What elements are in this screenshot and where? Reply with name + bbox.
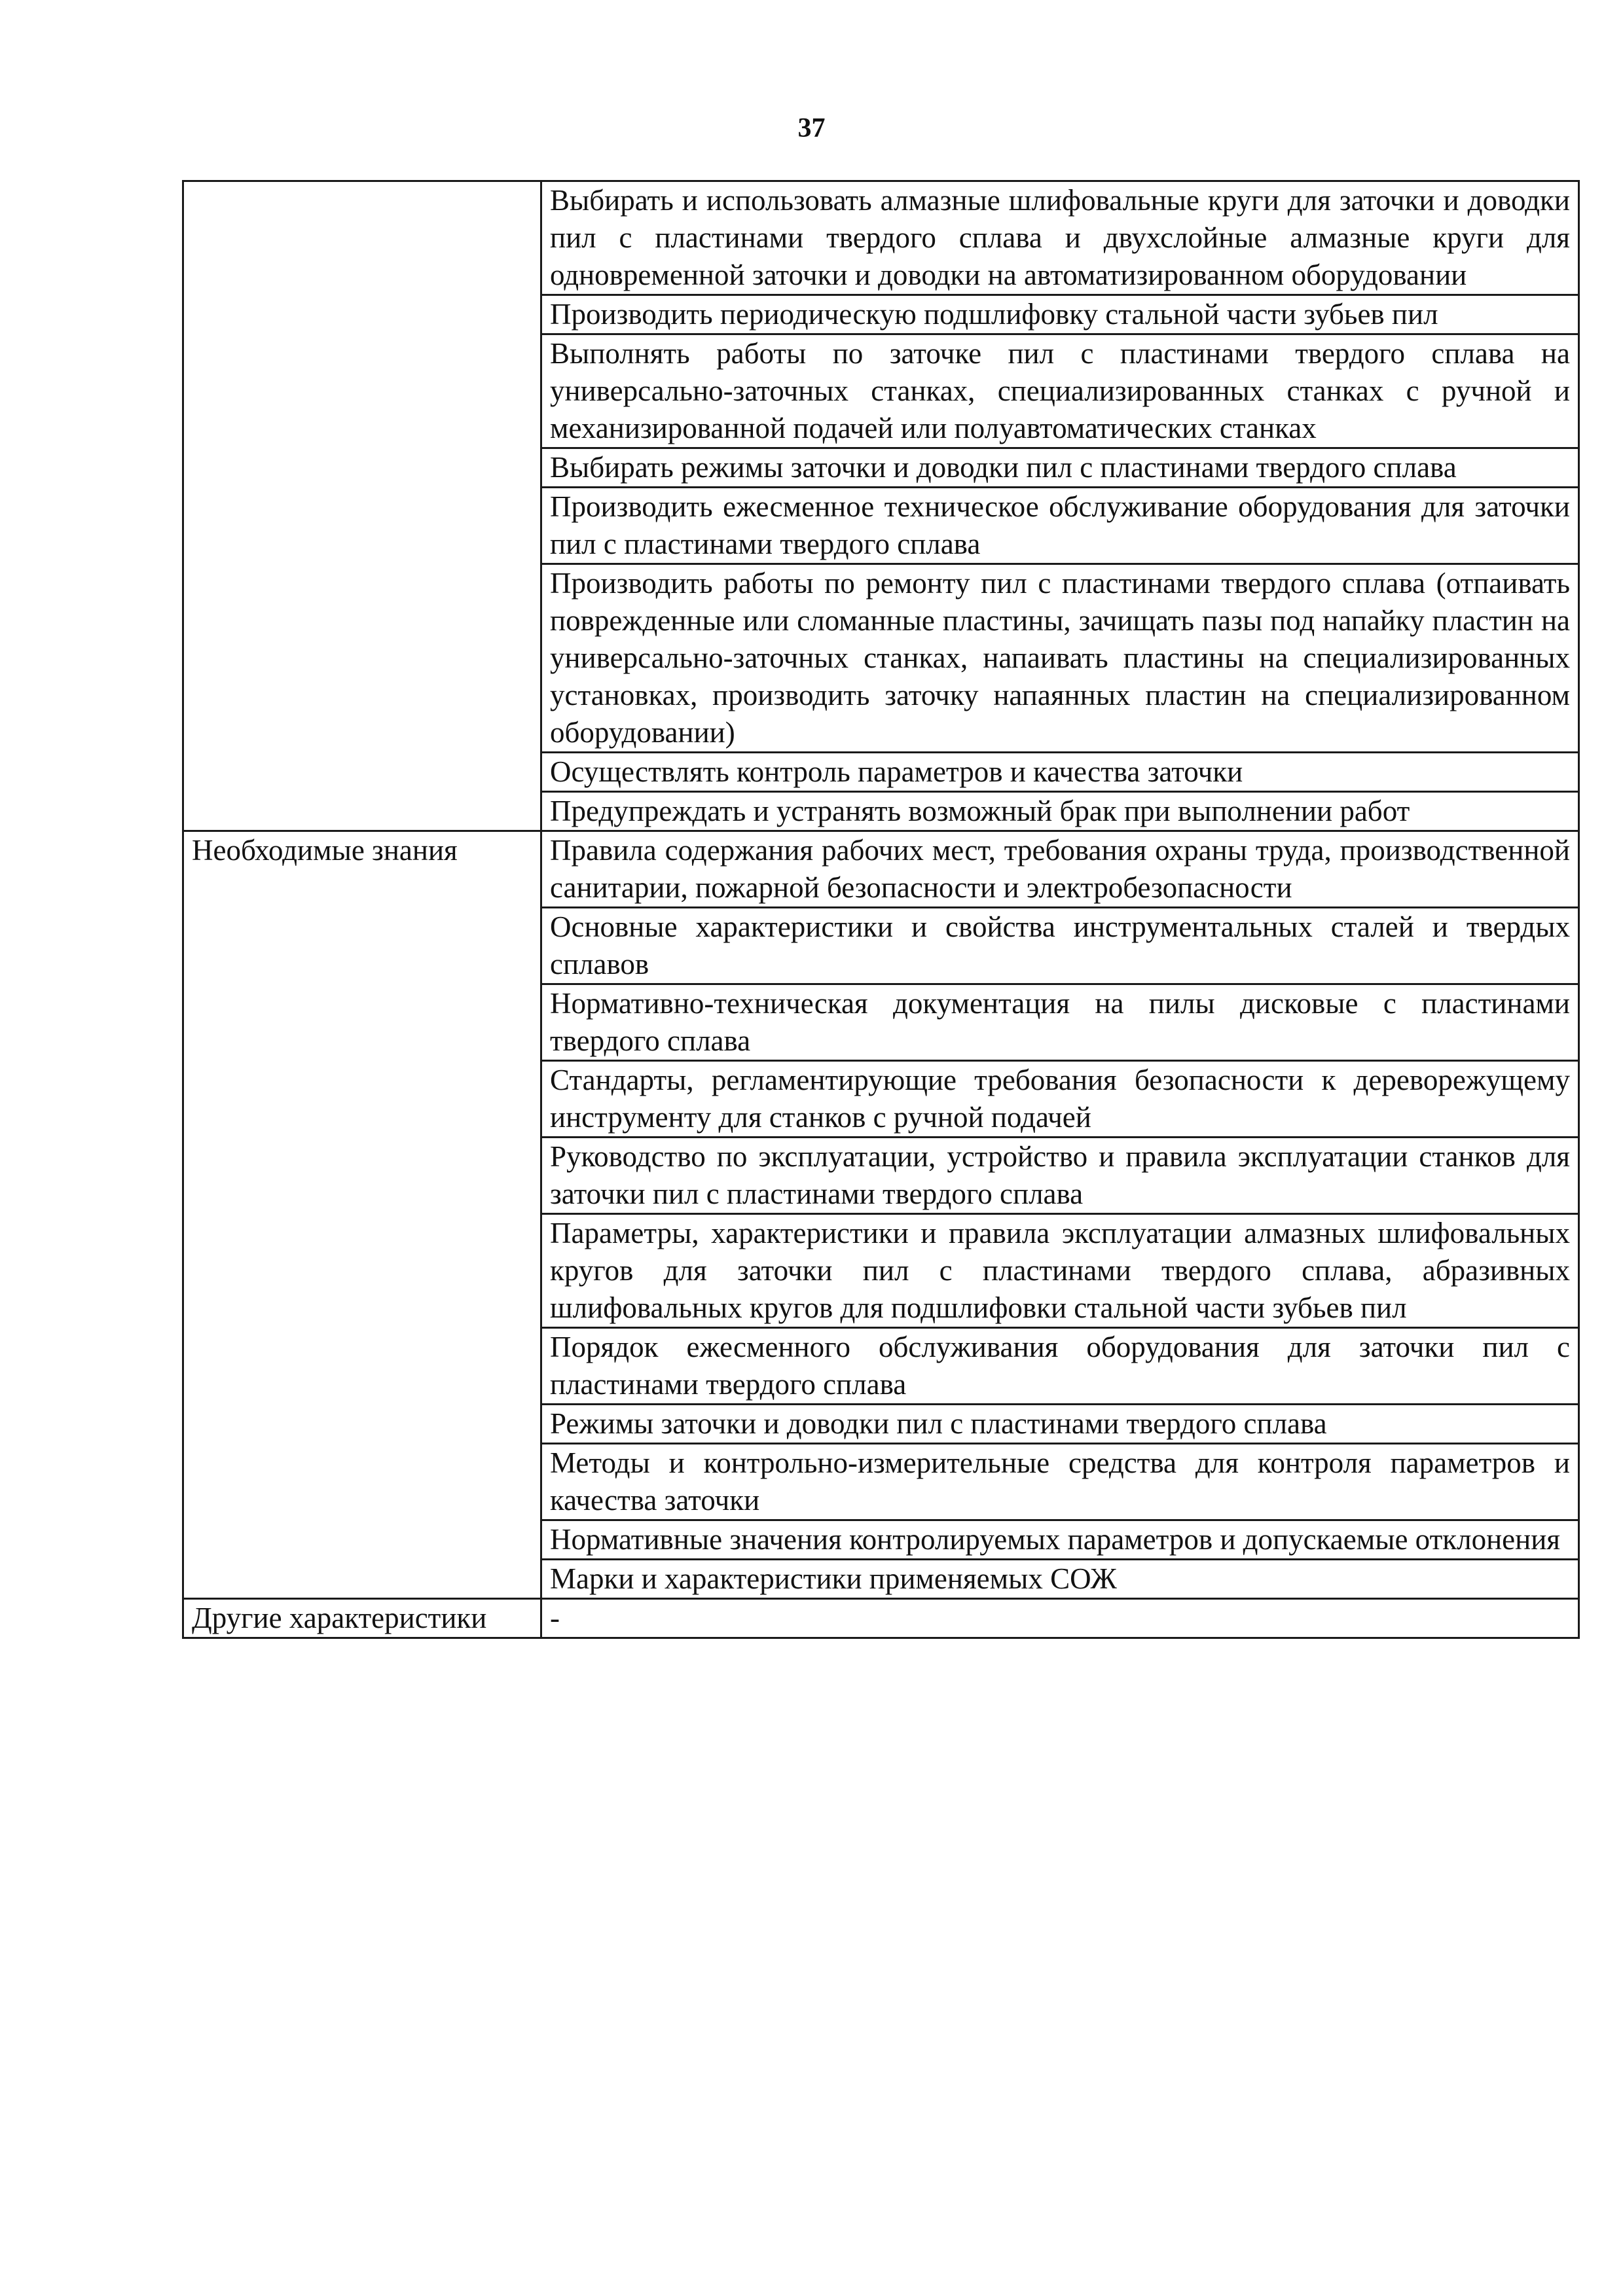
requirement-cell: Производить работы по ремонту пил с пластинами твердого сплава (отпаивать поврежденные или сломанные пластины, зачищать пазы под напайку пластин на универсально-заточных станках, напаивать пластины на специализированных установках, производить заточку напаянных пластин на специализированном оборудовании): [541, 564, 1579, 753]
table-body: [183, 181, 1579, 1638]
table-row: [183, 1599, 1579, 1638]
requirement-cell: -: [541, 1599, 1579, 1638]
requirement-cell: Порядок ежесменного обслуживания оборудования для заточки пил с пластинами твердого сплава: [541, 1328, 1579, 1405]
requirement-cell: Правила содержания рабочих мест, требования охраны труда, производственной санитарии, пожарной безопасности и электробезопасности: [541, 831, 1579, 908]
competency-table: [182, 180, 1580, 1639]
requirement-cell: Руководство по эксплуатации, устройство и правила эксплуатации станков для заточки пил с пластинами твердого сплава: [541, 1138, 1579, 1214]
requirement-cell: Стандарты, регламентирующие требования безопасности к дереворежущему инструменту для станков с ручной подачей: [541, 1061, 1579, 1138]
section-label: [183, 181, 541, 831]
page-number: 37: [797, 113, 826, 143]
requirement-cell: Производить периодическую подшлифовку стальной части зубьев пил: [541, 295, 1579, 334]
requirement-cell: Выбирать режимы заточки и доводки пил с пластинами твердого сплава: [541, 448, 1579, 488]
requirement-cell: Методы и контрольно-измерительные средства для контроля параметров и качества заточки: [541, 1444, 1579, 1520]
requirement-cell: Параметры, характеристики и правила эксплуатации алмазных шлифовальных кругов для заточки пил с пластинами твердого сплава, абразивных шлифовальных кругов для подшлифовки стальной части зубьев пил: [541, 1214, 1579, 1328]
requirement-cell: Основные характеристики и свойства инструментальных сталей и твердых сплавов: [541, 908, 1579, 984]
section-label: Необходимые знания: [183, 831, 541, 1599]
requirement-cell: Режимы заточки и доводки пил с пластинами твердого сплава: [541, 1405, 1579, 1444]
table-row: [183, 831, 1579, 908]
requirement-cell: Выбирать и использовать алмазные шлифовальные круги для заточки и доводки пил с пластинами твердого сплава и двухслойные алмазные круги для одновременной заточки и доводки на автоматизированном оборудовании: [541, 181, 1579, 295]
requirement-cell: Нормативно-техническая документация на пилы дисковые с пластинами твердого сплава: [541, 984, 1579, 1061]
requirement-cell: Выполнять работы по заточке пил с пластинами твердого сплава на универсально-заточных станках, специализированных станках с ручной и механизированной подачей или полуавтоматических станках: [541, 334, 1579, 448]
requirement-cell: Осуществлять контроль параметров и качества заточки: [541, 753, 1579, 792]
requirement-cell: Марки и характеристики применяемых СОЖ: [541, 1560, 1579, 1599]
section-label: Другие характеристики: [183, 1599, 541, 1638]
requirement-cell: Производить ежесменное техническое обслуживание оборудования для заточки пил с пластинами твердого сплава: [541, 488, 1579, 564]
requirement-cell: Предупреждать и устранять возможный брак при выполнении работ: [541, 792, 1579, 831]
requirement-cell: Нормативные значения контролируемых параметров и допускаемые отклонения: [541, 1520, 1579, 1560]
table-row: [183, 181, 1579, 295]
